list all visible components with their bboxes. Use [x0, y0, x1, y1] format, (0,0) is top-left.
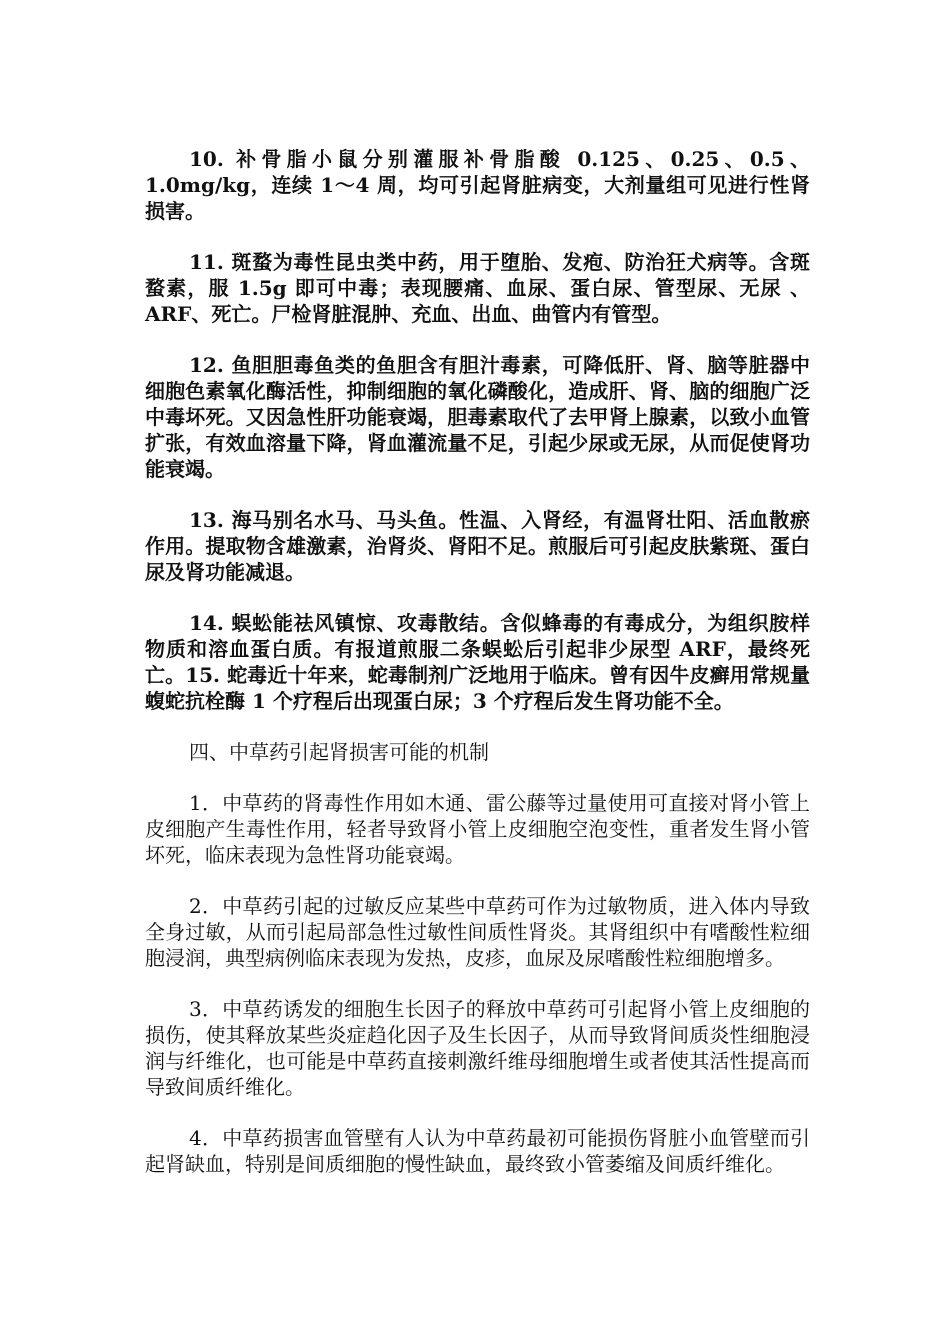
section-heading: 四、中草药引起肾损害可能的机制: [189, 740, 489, 764]
document-body: [145, 146, 810, 1202]
paragraph-item-13: 13. 海马别名水马、马头鱼。性温、入肾经，有温肾壮阳、活血散瘀作用。提取物含雄激素，治肾炎、肾阳不足。煎服后可引起皮肤紫斑、蛋白尿及肾功能减退。: [145, 508, 810, 584]
paragraph-item-10: 10. 补骨脂小鼠分别灌服补骨脂酸 0.125、0.25、0.5、1.0mg/kg，连续 1～4 周，均可引起肾脏病变，大剂量组可见进行性肾损害。: [145, 147, 810, 223]
mechanism-item-4: 4．中草药损害血管壁有人认为中草药最初可能损伤肾脏小血管壁而引起肾缺血，特别是间质细胞的慢性缺血，最终致小管萎缩及间质纤维化。: [145, 1126, 810, 1176]
mechanism-item-2: 2．中草药引起的过敏反应某些中草药可作为过敏物质，进入体内导致全身过敏，从而引起局部急性过敏性间质性肾炎。其肾组织中有嗜酸性粒细胞浸润，典型病例临床表现为发热，皮疹，血尿及尿嗜酸性粒细胞增多。: [145, 894, 810, 970]
mechanism-item-1: 1．中草药的肾毒性作用如木通、雷公藤等过量使用可直接对肾小管上皮细胞产生毒性作用，轻者导致肾小管上皮细胞空泡变性，重者发生肾小管坏死，临床表现为急性肾功能衰竭。: [145, 791, 810, 867]
mechanism-item-3: 3．中草药诱发的细胞生长因子的释放中草药可引起肾小管上皮细胞的损伤，使其释放某些炎症趋化因子及生长因子，从而导致肾间质炎性细胞浸润与纤维化，也可能是中草药直接刺激纤维母细胞增生或者使其活性提高而导致间质纤维化。: [145, 997, 810, 1099]
paragraph-item-14: 14. 蜈蚣能祛风镇惊、攻毒散结。含似蜂毒的有毒成分，为组织胺样物质和溶血蛋白质。有报道煎服二条蜈蚣后引起非少尿型 ARF，最终死亡。15. 蛇毒近十年来，蛇毒制剂广泛地用于临床。曾有因牛皮癣用常规量蝮蛇抗栓酶 1 个疗程后出现蛋白尿；3 个疗程后发生肾功能不全。: [145, 611, 810, 713]
paragraph-item-11: 11. 斑蝥为毒性昆虫类中药，用于堕胎、发疱、防治狂犬病等。含斑蝥素，服 1.5g 即可中毒；表现腰痛、血尿、蛋白尿、管型尿、无尿 、ARF、死亡。尸检肾脏混肿、充血、出血、曲管内有管型。: [145, 250, 810, 326]
paragraph-item-12: 12. 鱼胆胆毒鱼类的鱼胆含有胆汁毒素，可降低肝、肾、脑等脏器中细胞色素氧化酶活性，抑制细胞的氧化磷酸化，造成肝、肾、脑的细胞广泛中毒坏死。又因急性肝功能衰竭，胆毒素取代了去甲肾上腺素，以致小血管扩张，有效血溶量下降，肾血灌流量不足，引起少尿或无尿，从而促使肾功能衰竭。: [145, 353, 810, 481]
